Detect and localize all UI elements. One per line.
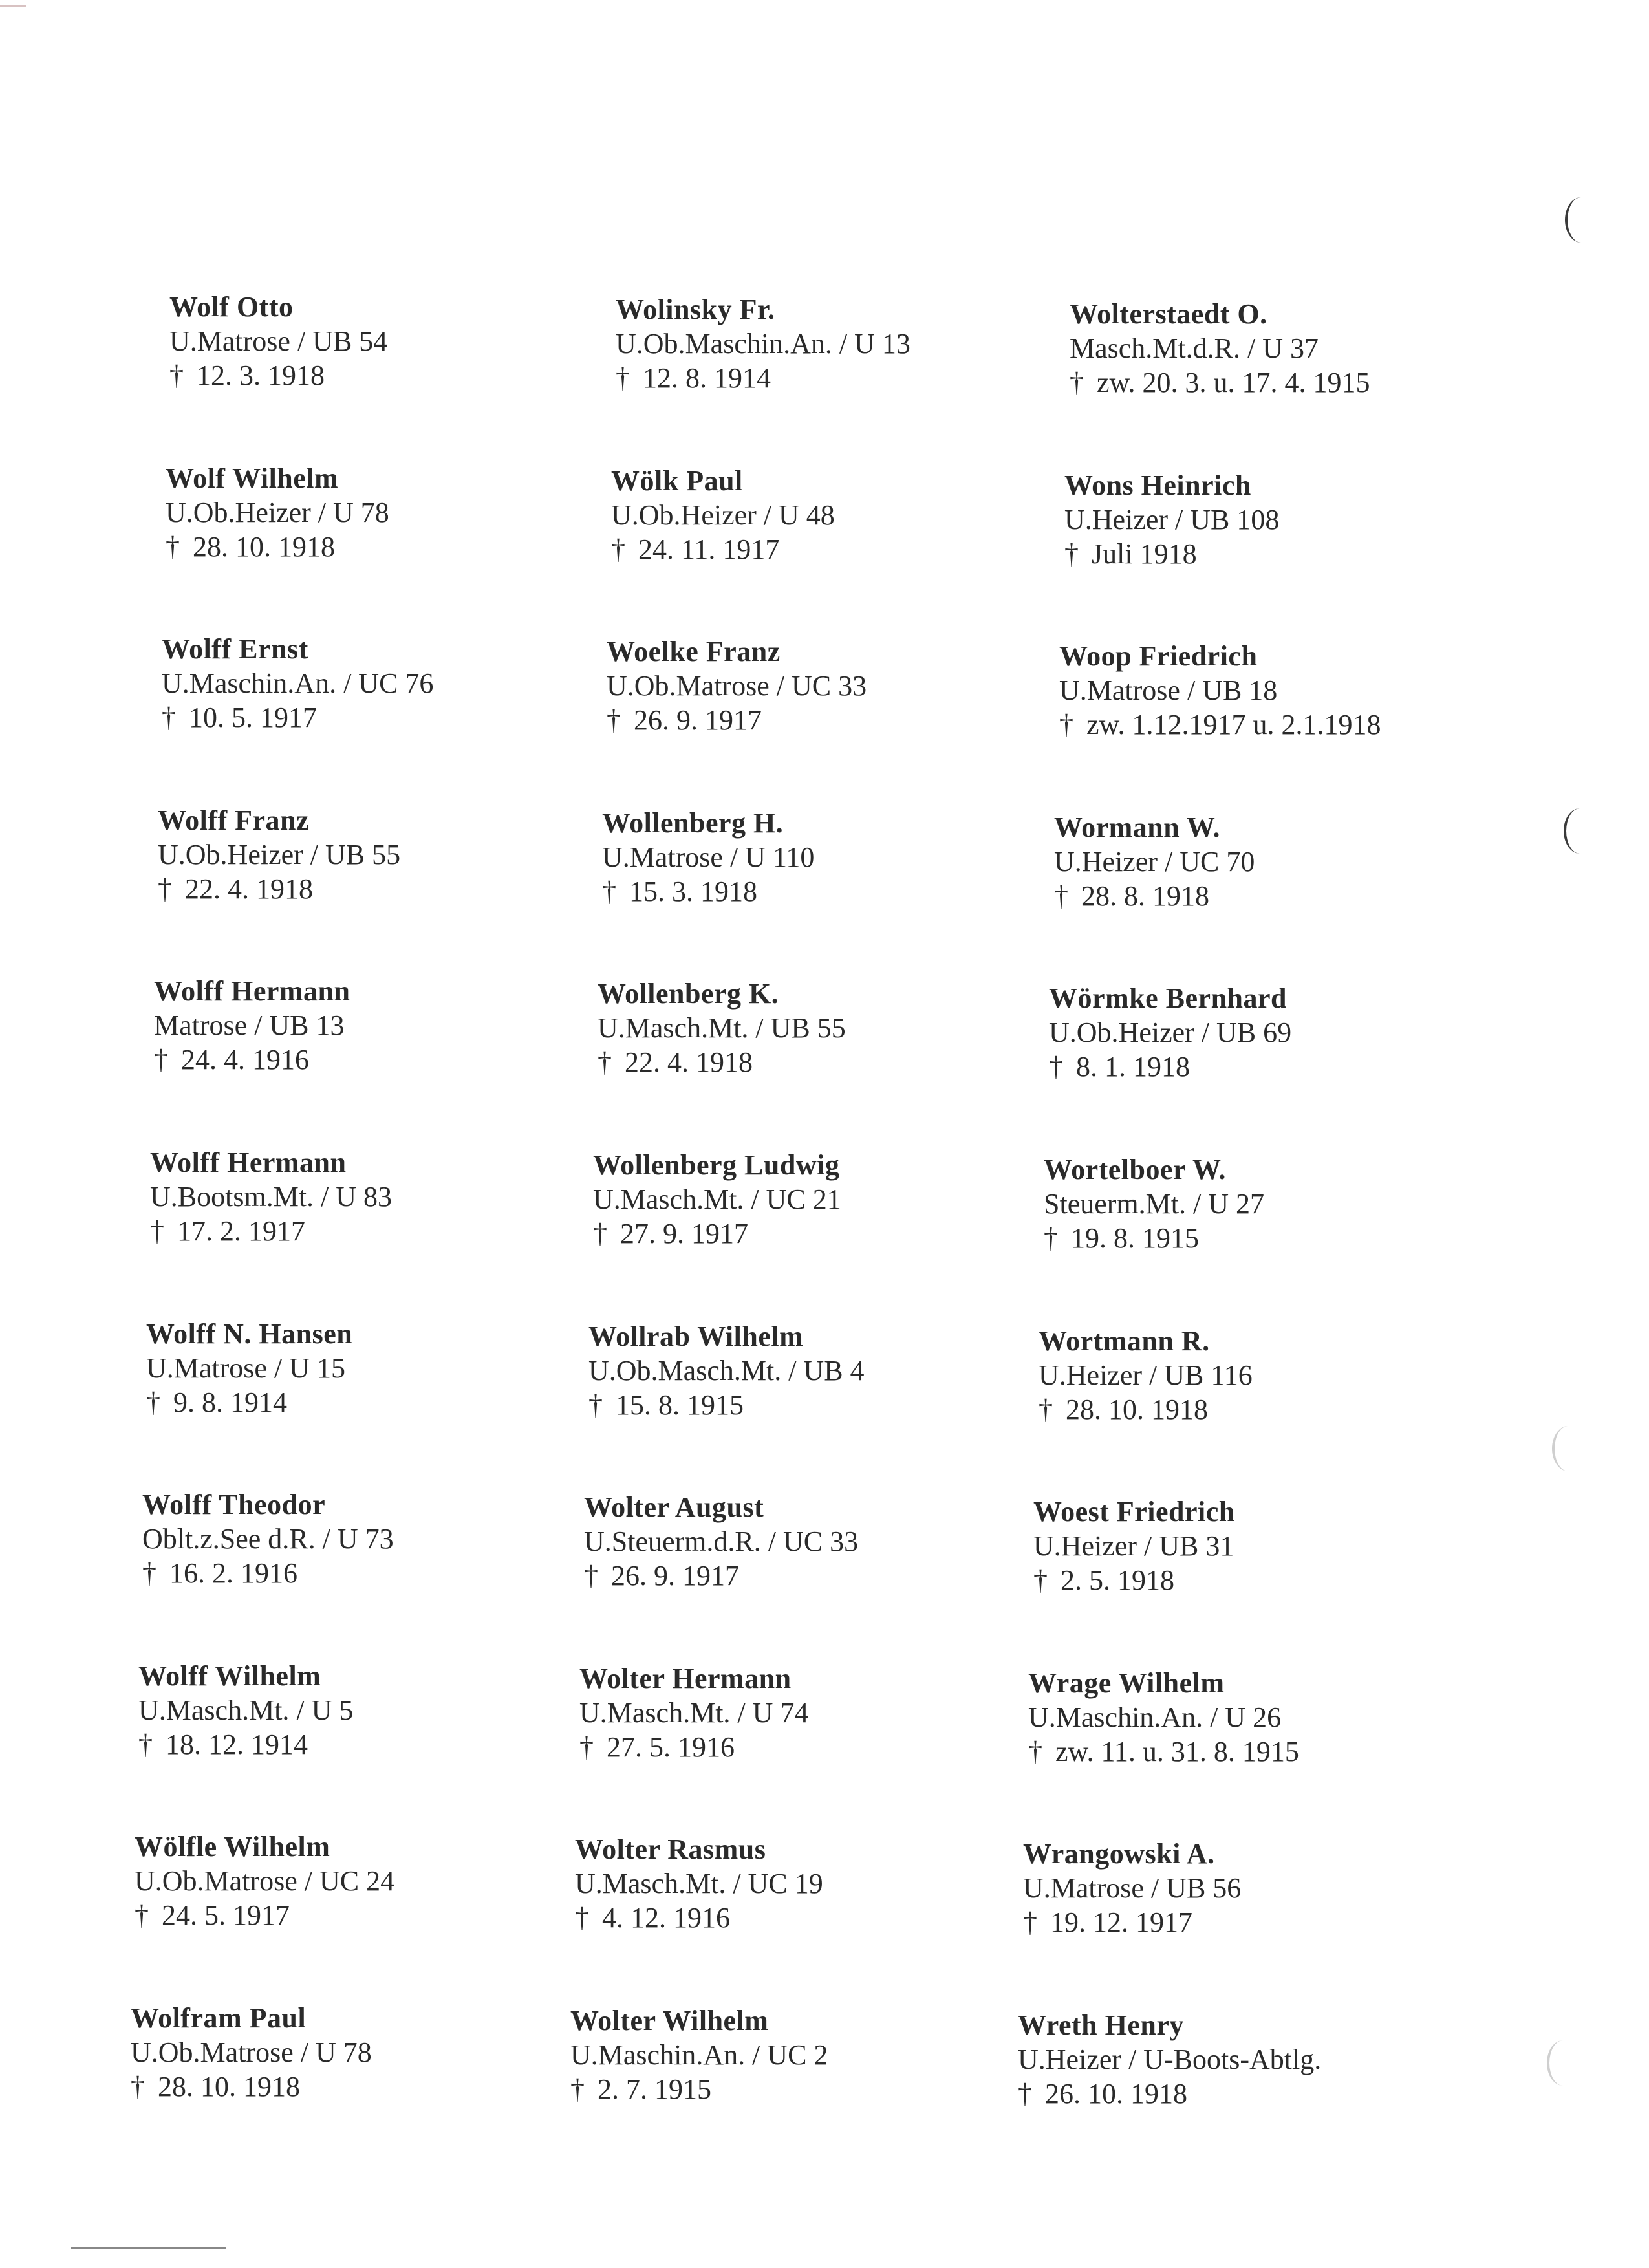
entry-death-date <box>1059 707 1381 742</box>
dagger-cross-icon: † <box>162 702 176 734</box>
entry-date-text: 2. 5. 1918 <box>1061 1564 1174 1597</box>
entry-date-text: 10. 5. 1917 <box>189 702 317 734</box>
dagger-cross-icon: † <box>1064 537 1079 570</box>
dagger-cross-icon: † <box>1059 709 1073 741</box>
entry-name: Woest Friedrich <box>1033 1496 1235 1528</box>
entry-death-date <box>1044 1221 1264 1255</box>
dagger-cross-icon: † <box>158 872 172 905</box>
entry-date-text: 18. 12. 1914 <box>166 1728 308 1760</box>
entry-death-date <box>616 361 911 395</box>
entry-date-text: 17. 2. 1917 <box>177 1215 305 1247</box>
entry-name: Wolf Otto <box>169 291 294 323</box>
punch-hole-mark <box>1547 2040 1579 2086</box>
dagger-cross-icon: † <box>602 875 616 907</box>
entry-date-text: 15. 3. 1918 <box>629 875 757 907</box>
dagger-cross-icon: † <box>142 1557 156 1590</box>
entry-name: Wortelboer W. <box>1044 1154 1226 1185</box>
entry-name: Wolff Hermann <box>154 975 350 1008</box>
entry-date-text: 15. 8. 1915 <box>616 1388 744 1421</box>
dagger-cross-icon: † <box>146 1386 160 1418</box>
entry-name: Wollenberg Ludwig <box>593 1149 840 1181</box>
memorial-entry <box>607 634 867 737</box>
memorial-entry <box>1049 981 1291 1084</box>
entry-rank-unit: U.Ob.Matrose / UC 24 <box>135 1865 395 1897</box>
entry-death-date <box>598 1045 846 1079</box>
dagger-cross-icon: † <box>1033 1564 1048 1597</box>
memorial-entry <box>142 1487 394 1590</box>
memorial-entry <box>1033 1495 1235 1597</box>
entry-death-date <box>579 1730 808 1764</box>
entry-death-date <box>166 530 389 564</box>
entry-rank-unit: U.Heizer / UC 70 <box>1054 845 1255 878</box>
entry-date-text: 26. 9. 1917 <box>634 704 762 737</box>
entry-name: Wormann W. <box>1054 811 1220 843</box>
entry-rank-unit: U.Masch.Mt. / UC 21 <box>593 1183 841 1215</box>
entry-rank-unit: U.Maschin.An. / U 26 <box>1028 1701 1282 1733</box>
memorial-entry <box>579 1661 808 1764</box>
entry-date-text: 27. 9. 1917 <box>620 1218 748 1249</box>
entry-name: Wolff N. Hansen <box>146 1317 353 1350</box>
memorial-entry <box>588 1319 865 1422</box>
dagger-cross-icon: † <box>579 1731 594 1763</box>
entry-rank-unit: U.Heizer / U-Boots-Abtlg. <box>1018 2044 1322 2075</box>
memorial-entry <box>616 292 911 395</box>
entry-death-date <box>1028 1734 1299 1769</box>
entry-date-text: 12. 3. 1918 <box>197 360 325 391</box>
memorial-entry <box>1059 639 1381 742</box>
punch-hole-mark <box>1552 1426 1584 1471</box>
entry-date-text: 4. 12. 1916 <box>602 1902 730 1934</box>
memorial-entry <box>1054 810 1255 913</box>
entry-date-text: 28. 8. 1918 <box>1081 880 1209 912</box>
entry-rank-unit: U.Matrose / U 15 <box>146 1352 345 1384</box>
entry-name: Wolter Hermann <box>579 1662 792 1694</box>
entry-rank-unit: U.Ob.Heizer / UB 55 <box>158 838 401 870</box>
dagger-cross-icon: † <box>616 362 630 394</box>
entry-name: Wolff Hermann <box>150 1147 347 1178</box>
entry-death-date <box>169 358 387 393</box>
entry-name: Woelke Franz <box>607 636 781 668</box>
entry-death-date <box>138 1727 353 1762</box>
entry-date-text: 26. 10. 1918 <box>1045 2078 1187 2110</box>
entry-name: Wortmann R. <box>1039 1324 1210 1357</box>
entry-name: Wons Heinrich <box>1064 469 1251 501</box>
entry-rank-unit: U.Ob.Heizer / U 78 <box>166 496 389 528</box>
entry-name: Wolff Wilhelm <box>138 1659 321 1692</box>
entry-name: Wollenberg K. <box>598 978 779 1010</box>
entry-date-text: zw. 11. u. 31. 8. 1915 <box>1055 1735 1299 1767</box>
entry-death-date <box>135 1898 394 1932</box>
entry-rank-unit: U.Matrose / UB 54 <box>169 325 388 357</box>
dagger-cross-icon: † <box>575 1902 589 1934</box>
entry-name: Wörmke Bernhard <box>1049 982 1288 1015</box>
entry-rank-unit: U.Heizer / UB 116 <box>1039 1359 1253 1391</box>
memorial-entry <box>162 632 433 735</box>
memorial-entry <box>150 1145 392 1248</box>
entry-rank-unit: U.Masch.Mt. / U 74 <box>579 1696 809 1729</box>
entry-death-date <box>162 700 433 735</box>
dagger-cross-icon: † <box>593 1218 607 1249</box>
dagger-cross-icon: † <box>1054 880 1068 912</box>
entry-rank-unit: U.Bootsm.Mt. / U 83 <box>150 1181 393 1213</box>
dagger-cross-icon: † <box>584 1560 598 1592</box>
memorial-entry <box>598 977 846 1079</box>
entry-rank-unit: U.Heizer / UB 108 <box>1064 503 1280 535</box>
entry-date-text: 28. 10. 1918 <box>193 530 335 563</box>
entry-rank-unit: U.Matrose / U 110 <box>602 841 815 873</box>
entry-rank-unit: U.Masch.Mt. / UB 55 <box>598 1012 846 1044</box>
memorial-entry <box>602 806 814 909</box>
entry-name: Wolter Rasmus <box>575 1833 766 1866</box>
entry-death-date <box>611 532 835 567</box>
entry-death-date <box>146 1385 352 1420</box>
memorial-entry <box>166 461 389 564</box>
dagger-cross-icon: † <box>1049 1051 1063 1083</box>
entry-rank-unit: U.Steuerm.d.R. / UC 33 <box>584 1526 859 1558</box>
entry-name: Wreth Henry <box>1018 2009 1184 2041</box>
entry-death-date <box>584 1559 858 1593</box>
entry-rank-unit: U.Masch.Mt. / UC 19 <box>575 1868 823 1900</box>
entry-date-text: 12. 8. 1914 <box>643 362 771 394</box>
entry-date-text: 28. 10. 1918 <box>158 2071 300 2102</box>
memorial-entry <box>584 1490 858 1593</box>
entry-name: Wollrab Wilhelm <box>588 1320 804 1352</box>
entry-name: Wrangowski A. <box>1023 1838 1215 1870</box>
dagger-cross-icon: † <box>166 530 180 563</box>
entry-death-date <box>588 1388 865 1422</box>
entry-death-date <box>131 2069 372 2104</box>
memorial-entry <box>1023 1837 1241 1939</box>
entry-death-date <box>1033 1563 1235 1597</box>
entry-date-text: 16. 2. 1916 <box>169 1557 297 1590</box>
entry-rank-unit: Masch.Mt.d.R. / U 37 <box>1070 332 1319 364</box>
entry-rank-unit: U.Matrose / UB 18 <box>1059 675 1278 707</box>
dagger-cross-icon: † <box>154 1044 168 1076</box>
entry-death-date <box>602 874 814 909</box>
entry-date-text: 24. 5. 1917 <box>162 1899 290 1932</box>
entry-date-text: zw. 1.12.1917 u. 2.1.1918 <box>1086 709 1381 741</box>
memorial-entry <box>138 1659 353 1762</box>
dagger-cross-icon: † <box>607 704 621 737</box>
entry-name: Wölk Paul <box>611 464 743 497</box>
entry-name: Wolter Wilhelm <box>570 2005 769 2036</box>
dagger-cross-icon: † <box>131 2071 145 2102</box>
entry-date-text: 26. 9. 1917 <box>611 1560 739 1592</box>
memorial-entry <box>1018 2008 1321 2111</box>
memorial-entry <box>131 2001 372 2104</box>
entry-rank-unit: U.Masch.Mt. / U 5 <box>138 1694 354 1726</box>
memorial-entry <box>593 1148 841 1251</box>
page-edge-mark <box>71 2247 226 2249</box>
dagger-cross-icon: † <box>588 1388 603 1421</box>
entry-name: Wolff Ernst <box>162 633 308 665</box>
entry-rank-unit: U.Matrose / UB 56 <box>1023 1872 1242 1905</box>
entry-death-date <box>575 1901 823 1935</box>
memorial-entry <box>154 974 350 1077</box>
entry-death-date <box>570 2072 828 2106</box>
page-edge-mark <box>0 5 26 7</box>
memorial-entry <box>1044 1152 1264 1255</box>
dagger-cross-icon: † <box>1018 2078 1032 2110</box>
entry-death-date <box>158 872 400 906</box>
entry-date-text: 27. 5. 1916 <box>607 1731 735 1763</box>
entry-name: Wolterstaedt O. <box>1070 298 1267 330</box>
entry-name: Wrage Wilhelm <box>1028 1667 1225 1699</box>
entry-rank-unit: Matrose / UB 13 <box>154 1010 345 1042</box>
entry-name: Wolter August <box>584 1491 764 1524</box>
memorial-entry <box>158 803 400 906</box>
entry-rank-unit: U.Ob.Heizer / U 48 <box>611 499 835 531</box>
entry-death-date <box>1064 537 1279 571</box>
entry-name: Wolinsky Fr. <box>616 294 775 325</box>
dagger-cross-icon: † <box>1028 1735 1042 1767</box>
memorial-entry <box>1070 297 1370 400</box>
entry-name: Wollenberg H. <box>602 806 784 839</box>
entry-death-date <box>150 1214 392 1248</box>
dagger-cross-icon: † <box>570 2073 585 2105</box>
memorial-entry <box>135 1830 394 1932</box>
dagger-cross-icon: † <box>1070 367 1084 398</box>
dagger-cross-icon: † <box>1044 1222 1058 1254</box>
entry-date-text: 22. 4. 1918 <box>625 1046 753 1079</box>
memorial-entry <box>1039 1324 1253 1427</box>
entry-death-date <box>607 703 867 737</box>
entry-rank-unit: U.Ob.Matrose / U 78 <box>131 2036 372 2068</box>
entry-date-text: 28. 10. 1918 <box>1066 1393 1208 1425</box>
entry-name: Wolff Franz <box>158 804 310 836</box>
entry-rank-unit: U.Ob.Matrose / UC 33 <box>607 670 867 702</box>
entry-name: Wolfram Paul <box>131 2002 307 2034</box>
entry-date-text: 22. 4. 1918 <box>185 872 313 905</box>
entry-death-date <box>1023 1905 1241 1939</box>
entry-rank-unit: U.Maschin.An. / UC 76 <box>162 667 434 700</box>
memorial-entry <box>1064 468 1279 571</box>
entry-death-date <box>1054 879 1255 913</box>
entry-death-date <box>154 1042 350 1077</box>
dagger-cross-icon: † <box>1023 1906 1037 1939</box>
entry-rank-unit: Oblt.z.See d.R. / U 73 <box>142 1523 394 1555</box>
entry-name: Wolf Wilhelm <box>166 462 339 494</box>
entry-date-text: 2. 7. 1915 <box>598 2073 711 2105</box>
memorial-entry <box>169 290 387 393</box>
entry-rank-unit: U.Ob.Masch.Mt. / UB 4 <box>588 1354 865 1387</box>
entry-name: Woop Friedrich <box>1059 640 1258 673</box>
memorial-entry <box>1028 1666 1299 1769</box>
entry-date-text: 24. 11. 1917 <box>638 533 780 565</box>
entry-death-date <box>1039 1392 1253 1427</box>
memorial-entry <box>570 2003 828 2106</box>
entry-death-date <box>142 1556 394 1590</box>
entry-rank-unit: U.Ob.Heizer / UB 69 <box>1049 1017 1292 1049</box>
punch-hole-mark <box>1564 808 1596 854</box>
entry-death-date <box>593 1216 841 1251</box>
entry-date-text: 8. 1. 1918 <box>1076 1051 1190 1083</box>
dagger-cross-icon: † <box>169 360 184 391</box>
entry-death-date <box>1049 1050 1291 1084</box>
memorial-entry <box>575 1832 823 1935</box>
entry-date-text: zw. 20. 3. u. 17. 4. 1915 <box>1097 367 1370 398</box>
entry-date-text: Juli 1918 <box>1092 537 1197 570</box>
entry-rank-unit: U.Ob.Maschin.An. / U 13 <box>616 328 911 360</box>
entry-date-text: 19. 12. 1917 <box>1050 1906 1192 1939</box>
entry-date-text: 19. 8. 1915 <box>1071 1222 1199 1254</box>
memorial-entry <box>611 464 835 567</box>
memorial-entry <box>146 1317 352 1420</box>
entry-rank-unit: U.Maschin.An. / UC 2 <box>570 2039 828 2071</box>
punch-hole-mark <box>1565 197 1597 243</box>
entry-death-date <box>1070 365 1370 400</box>
entry-name: Wölfle Wilhelm <box>135 1831 330 1863</box>
dagger-cross-icon: † <box>150 1215 164 1247</box>
dagger-cross-icon: † <box>135 1899 149 1932</box>
entry-death-date <box>1018 2077 1321 2111</box>
dagger-cross-icon: † <box>1039 1393 1053 1425</box>
entry-rank-unit: Steuerm.Mt. / U 27 <box>1044 1188 1264 1220</box>
dagger-cross-icon: † <box>138 1728 153 1760</box>
entry-date-text: 9. 8. 1914 <box>173 1386 287 1418</box>
entry-date-text: 24. 4. 1916 <box>181 1044 309 1076</box>
entry-name: Wolff Theodor <box>142 1489 326 1521</box>
dagger-cross-icon: † <box>598 1046 612 1079</box>
entry-rank-unit: U.Heizer / UB 31 <box>1033 1530 1234 1562</box>
dagger-cross-icon: † <box>611 533 625 565</box>
